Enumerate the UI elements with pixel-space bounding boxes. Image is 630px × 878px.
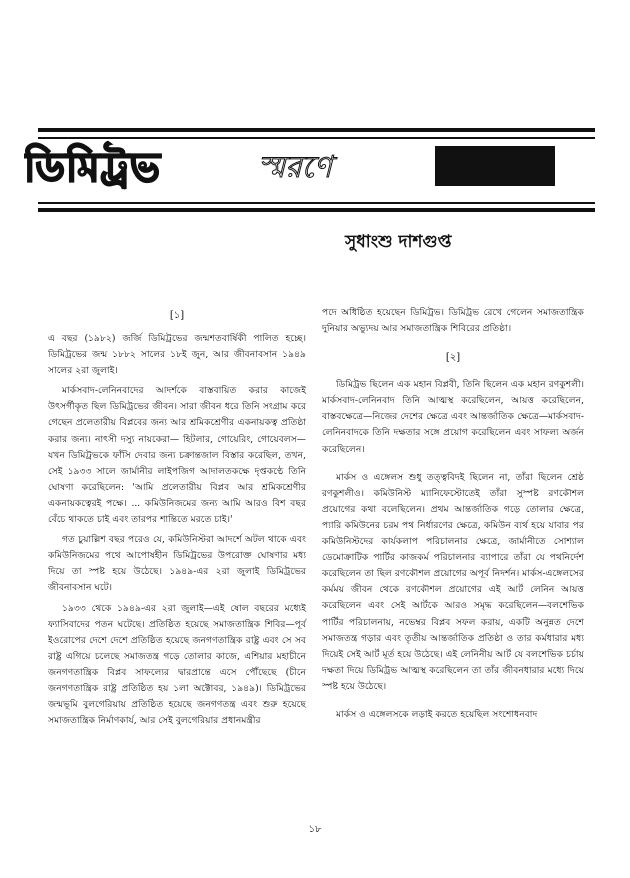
paragraph: ১৯৩৩ থেকে ১৯৪৯-এর ২রা জুলাই—এই ষোল বছরের মধ্যেই ফ্যাসিবাদের পতন ঘটেছে। প্রতিষ্ঠিত হয়েছে সমাজতান্ত্রিক শিবির—পূর্ব ইওরোপের দেশে দেশে প্রতিষ্ঠিত হয়েছে জনগণতান্ত্রিক রাষ্ট্র এবং সে সব রাষ্ট্র এগিয়ে চলেছে সমাজতন্ত্র গড়ে তোলার কাজে, এশিয়ার মহাচীনে জনগণতান্ত্রিক বিপ্লব সাফল্যের দ্বারপ্রান্তে এসে পৌঁছেছে (চীনে জনগণতান্ত্রিক রাষ্ট্র প্রতিষ্ঠিত হয় ১লা অক্টোবর, ১৯৪৯)। ডিমিট্রভের জন্মভূমি বুলগেরিয়ায় প্রতিষ্ঠিত হয়েছে জনগণতন্ত্র এবং শুরু হয়েছে সমাজতান্ত্রিক নির্মাণকার্য, আর সেই বুলগেরিয়ার প্রধানমন্ত্রীর <box>48 602 306 727</box>
paragraph: মার্কস ও এঙ্গেলস শুধু তত্ত্ববিদই ছিলেন না, তাঁরা ছিলেন শ্রেষ্ঠ রণকুশলীও। কমিউনিস্ট ম্যানিফেস্টোতেই তাঁরা সুস্পষ্ট রণকৌশল প্রয়োগের কথা বলেছিলেন। প্রথম আন্তর্জাতিক গড়ে তোলার ক্ষেত্রে, প্যারি কমিউনের চরম পথ নির্ধারণের ক্ষেত্রে, কমিউন ব্যর্থ হয়ে যাবার পর কমিউনিস্টদের কার্যকলাপ পরিচালনার ক্ষেত্রে, জার্মানীতে সোশ্যাল ডেমোক্রাটিক পার্টির কাজকর্ম পরিচালনার ব্যাপারে তাঁরা যে পথনির্দেশ করেছিলেন তা ছিল রণকৌশল প্রয়োগের অপূর্ব নিদর্শন। মার্কস-এঙ্গেলসের কর্মময় জীবন থেকে রণকৌশল প্রয়োগের এই আর্ট লেনিন আয়ত্ত করেছিলেন এবং সেই আর্টকে আরও সমৃদ্ধ করেছিলেন—বলশেভিক পার্টির পরিচালনায়, নভেম্বর বিপ্লব সফল করায়, একটি অনুন্নত দেশে সমাজতন্ত্র গড়ার এবং তৃতীয় আন্তর্জাতিক প্রতিষ্ঠা ও তার কর্মধারার মধ্য দিয়েই সেই আর্ট মূর্ত হয়ে উঠেছে। এই লেনিনীয় আর্ট যে বলশেভিক চর্চায় দক্ষতা দিয়ে ডিমিট্রভ আত্মস্থ করেছিলেন তা তাঁর জীবনধারার মধ্যে দিয়ে স্পষ্ট হয়ে উঠেছে। <box>322 471 584 692</box>
page-number: ১৮ <box>308 824 322 835</box>
right-column <box>322 305 584 723</box>
section-number: [২] <box>445 352 461 364</box>
paragraph: মার্কস ও এঙ্গেলসকে লড়াই করতে হয়েছিল সংশোধনবাদ <box>336 708 538 720</box>
paragraph: এ বছর (১৯৮২) জর্জি ডিমিট্রভের জন্মশতবার্ষিকী পালিত হচ্ছে। ডিমিট্রভের জন্ম ১৮৮২ সালের ১৮ই জুন, আর জীবনাবসান ১৯৪৯ সালের ২রা জুলাই। <box>48 333 306 377</box>
article-title-suffix: স্মরণে <box>258 150 332 185</box>
banner-rule-bottom-thin <box>38 202 595 204</box>
article-title: ডিমিট্রভ <box>24 145 161 191</box>
banner-black-block <box>435 146 555 186</box>
paragraph: পদে অধিষ্ঠিত হয়েছেন ডিমিট্রভ। ডিমিট্রভ রেখে গেলেন সমাজতান্ত্রিক দুনিয়ার অভ্যুদয় আর সমাজতান্ত্রিক শিবিরের প্রতিষ্ঠা। <box>322 307 584 335</box>
paragraph: মার্কসবাদ-লেনিনবাদের আদর্শকে বাস্তবায়িত করার কাজেই উৎসর্গীকৃত ছিল ডিমিট্রভের জীবন। সারা জীবন ধরে তিনি সংগ্রাম করে গেছেন প্রলেতারীয় বিপ্লবের জন্য আর শ্রমিকশ্রেণীর একনায়কত্ব প্রতিষ্ঠা করার জন্য। নাৎসী দস্যু নায়কেরা— হিটলার, গোয়েরিং, গোয়েবলস—যখন ডিমিট্রভকে ফাঁসি দেবার জন্য চক্রান্তজাল বিস্তার করেছিল, তখন, সেই ১৯৩৩ সালে জার্মানীর লাইপজিগ আদালতকক্ষে দৃপ্তকণ্ঠে তিনি ঘোষণা করেছিলেন: 'আমি প্রলেতারীয় বিপ্লব আর শ্রমিকশ্রেণীর একনায়কত্বেরই পক্ষে। ... কমিউনিজমের জন্য আমি আরও বিশ বছর বেঁচে থাকতে চাই এবং তারপর শান্তিতে মরতে চাই।' <box>48 385 306 526</box>
banner-rule-top <box>38 128 595 132</box>
author-name: সুধাংশু দাশগুপ্ত <box>345 232 452 252</box>
section-number: [১] <box>169 310 185 321</box>
banner-rule-bottom <box>38 208 595 212</box>
paragraph: ডিমিট্রভ ছিলেন এক মহান বিপ্লবী, তিনি ছিলেন এক মহান রণকুশলী। মার্কসবাদ-লেনিনবাদ তিনি আত্মস্থ করেছিলেন, আয়ত্ত করেছিলেন, বাস্তবক্ষেত্রে—নিজের দেশের ক্ষেত্রে এবং আন্তর্জাতিক ক্ষেত্রে—মার্কসবাদ-লেনিনবাদকে তিনি দক্ষতার সঙ্গে প্রয়োগ করেছিলেন এবং সাফল্য অর্জন করেছিলেন। <box>322 379 584 455</box>
left-column <box>48 305 306 729</box>
paragraph: গত চুয়াল্লিশ বছর পরেও যে, কমিউনিস্টরা আদর্শে অটল থাকে এবং কমিউনিজমের পথে আপোষহীন ডিমিট্রভের উপরোক্ত ঘোষণার মধ্য দিয়ে তা স্পষ্ট হয়ে উঠেছে। ১৯৪৯-এর ২রা জুলাই ডিমিট্রভের জীবনাবসান ঘটে। <box>48 534 306 594</box>
